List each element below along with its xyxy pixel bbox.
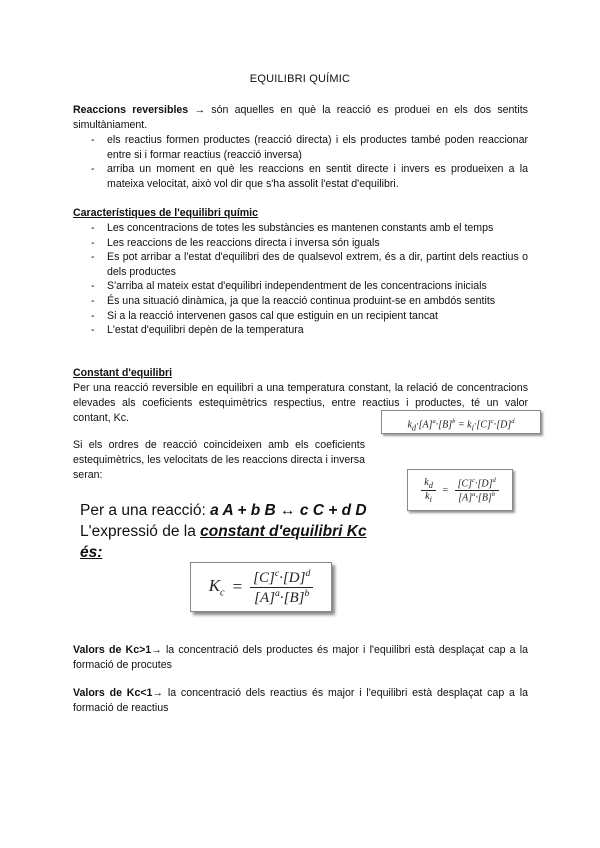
list-item: - Les reaccions de les reaccions directa i inversa són iguals	[73, 236, 528, 251]
orders-paragraph: Si els ordres de reacció coincideixen amb els coeficients estequimètrics, les velocitats de les reaccions directa i inversa seran:	[73, 439, 365, 481]
list-item: - Es pot arribar a l'estat d'equilibri des de qualsevol extrem, és a dir, partint dels reactius o dels productes	[73, 250, 528, 279]
characteristics-heading: Característiques de l'equilibri químic	[73, 207, 259, 219]
rate-equation: $k_d\cdot[A]^a\cdot[B]^b = k_i\cdot[C]^c\cdot[D]^d$	[381, 410, 541, 434]
intro-list	[73, 133, 528, 191]
kc-less-term: Valors de Kc<1	[73, 687, 153, 699]
list-item: - S'arriba al mateix estat d'equilibri independentment de les concentracions inicials	[73, 279, 528, 294]
reaction-line: Per a una reacció: a A + b B ↔ c C + d D	[80, 502, 367, 519]
list-item: - L'estat d'equilibri depèn de la temperatura	[73, 323, 528, 338]
intro-text: són aquelles en què la reacció es produei en els dos sentits simultàniament.	[73, 104, 528, 131]
rate-ratio-equation: $\frac{k_d}{k_i}$ = $\frac{[C]^c\cdot[D]^d}{[A]^a\cdot[B]^b}$	[407, 469, 513, 511]
kc-formula: $K_c$ = $\frac{[C]^c\cdot[D]^d}{[A]^a\cdot[B]^b}$	[190, 562, 332, 612]
intro-term: Reaccions reversibles	[73, 104, 189, 116]
intro-arrow: →	[194, 104, 206, 116]
reaction-formula: a A + b B ↔ c C + d D	[210, 502, 367, 519]
kc-expression-line: L'expressió de la constant d'equilibri Kc és:	[80, 523, 367, 561]
list-item: - els reactius formen productes (reacció directa) i els productes també poden reaccionar entre si i formar reactius (reacció inversa)	[73, 133, 528, 162]
list-item: - arriba un moment en què les reaccions en sentit directe i invers es produeixen a la mateixa velocitat, això vol dir que s'ha assolit l'estat d'equilibri.	[73, 162, 528, 191]
page-title: EQUILIBRI QUÍMIC	[249, 73, 351, 85]
kc-greater-term: Valors de Kc>1	[73, 644, 152, 656]
reaction-slide	[80, 500, 380, 563]
constant-heading: Constant d'equilibri	[73, 367, 173, 379]
list-item: - És una situació dinàmica, ja que la reacció continua produint-se en ambdós sentits	[73, 294, 528, 309]
list-item: - Si a la reacció intervenen gasos cal que estiguin en un recipient tancat	[73, 309, 528, 324]
list-item: - Les concentracions de totes les substàncies es mantenen constants amb el temps	[73, 221, 528, 236]
characteristics-list	[73, 221, 528, 338]
kc-greater-paragraph: Valors de Kc>1→ la concentració dels productes és major i l'equilibri està desplaçat cap a la formació de procutes	[73, 644, 529, 671]
constant-paragraph: Per una reacció reversible en equilibri a una temperatura constant, la relació de concentracions elevades als coeficients estequimètrics respectius, entre reactius i productes, té un valor contant, Kc.	[73, 382, 528, 424]
kc-less-paragraph: Valors de Kc<1→ la concentració dels reactius és major i l'equilibri està desplaçat cap a la formació de reactius	[73, 687, 528, 714]
intro-paragraph	[73, 103, 528, 133]
kc-term: constant d'equilibri Kc	[200, 523, 367, 540]
